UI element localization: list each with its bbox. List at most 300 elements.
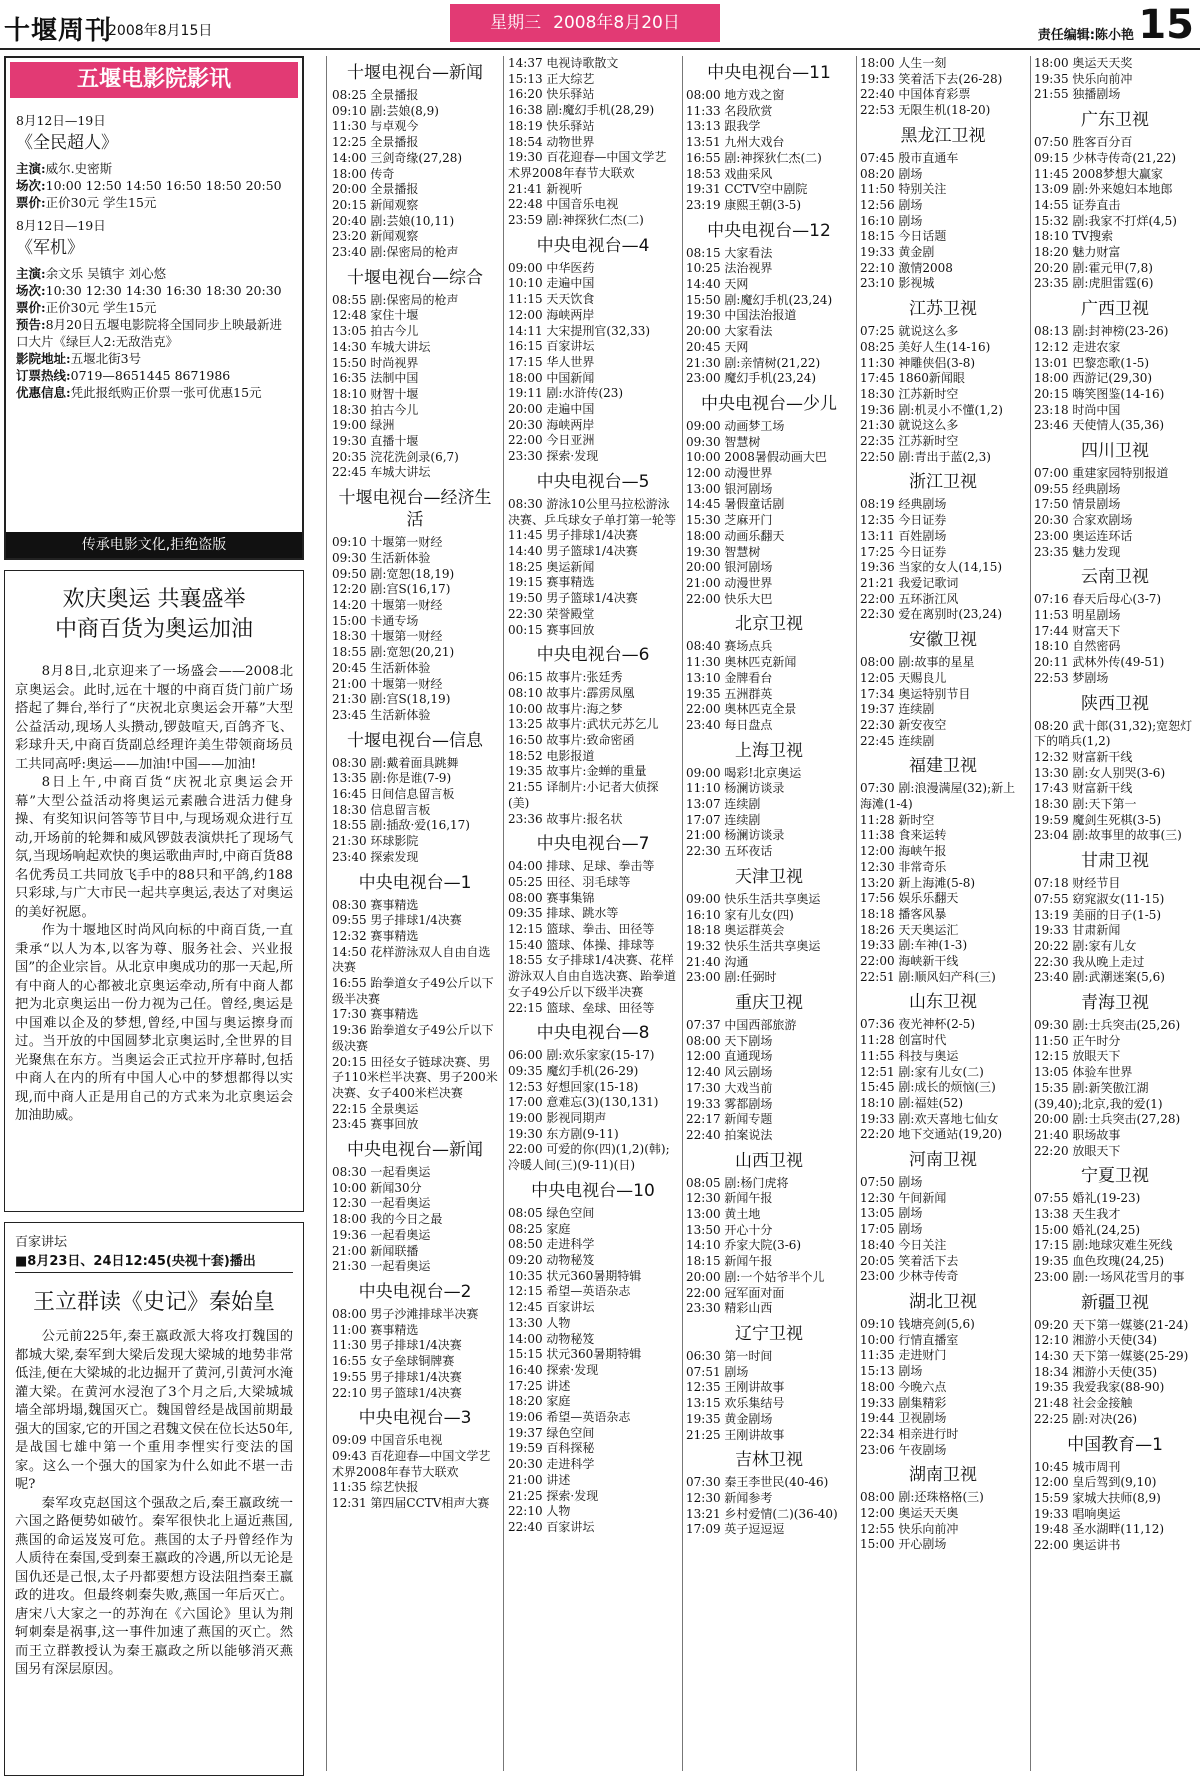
program-item: 09:55 经典剧场 <box>1034 481 1121 496</box>
program-item: 12:12 走进农家 <box>1034 339 1121 354</box>
program-item: 10:45 城市周刊 <box>1034 1459 1121 1474</box>
listing-value: 10:00 12:50 14:50 16:50 18:50 20:50 <box>45 178 282 193</box>
program-item: 19:30 中国法治报道 <box>686 308 797 323</box>
program-item: 08:05 剧:杨门虎将 <box>686 1175 789 1190</box>
program-item: 19:36 当家的女人(14,15) <box>860 560 1003 575</box>
program-item: 08:25 美好人生(14-16) <box>860 339 991 354</box>
page-header <box>0 0 1200 50</box>
column-divider <box>326 56 327 1771</box>
channel-heading: 河南卫视 <box>909 1150 977 1171</box>
program-item: 20:45 天网 <box>686 339 749 354</box>
program-item: 15:35 剧:新笑傲江湖(39,40);北京,我的爱(1) <box>1034 1080 1163 1111</box>
program-item: 21:00 杨澜访谈录 <box>686 828 785 843</box>
program-item: 11:30 奥林匹克新闻 <box>686 655 797 670</box>
channel-heading: 上海卫视 <box>735 740 803 761</box>
program-item: 23:36 故事片:报名状 <box>508 811 623 826</box>
listing-line <box>16 350 292 367</box>
program-item: 14:55 证券直击 <box>1034 197 1121 212</box>
channel-heading: 十堰电视台—新闻 <box>347 63 483 83</box>
program-item: 22:35 江苏新时空 <box>860 434 959 449</box>
program-item: 19:37 连续剧 <box>860 702 935 717</box>
program-item: 23:30 探索·发现 <box>508 449 599 464</box>
program-item: 17:30 大戏当前 <box>686 1080 773 1095</box>
channel-heading: 湖北卫视 <box>909 1292 977 1312</box>
program-item: 22:00 冠军面对面 <box>686 1285 785 1300</box>
program-item: 12:40 风云剧场 <box>686 1065 773 1080</box>
program-item: 13:05 剧场 <box>860 1206 923 1221</box>
program-item: 15:40 篮球、体操、排球等 <box>508 937 655 952</box>
program-item: 19:44 卫视剧场 <box>860 1411 947 1426</box>
program-item: 19:35 快乐向前冲 <box>1034 71 1133 86</box>
program-item: 22:00 可爱的你(四)(1,2)(韩);冷暖人间(三)(9-11)(日) <box>508 1142 670 1173</box>
channel-heading: 北京卫视 <box>735 614 803 635</box>
program-item: 19:33 剧:车神(1-3) <box>860 938 968 953</box>
program-item: 12:53 好想回家(15-18) <box>508 1079 639 1094</box>
program-item: 22:40 拍案说法 <box>686 1127 773 1142</box>
listing-line <box>16 160 292 177</box>
program-item: 22:00 五环浙江风 <box>860 591 959 606</box>
program-item: 12:30 新闻午报 <box>686 1191 773 1206</box>
program-item: 09:20 动物秘笈 <box>508 1253 595 1267</box>
program-item: 20:15 田径女子链球决赛、男子110米栏半决赛、男子200米决赛、女子400米栏决赛 <box>332 1054 498 1100</box>
program-item: 09:35 魔幻手机(26-29) <box>508 1063 639 1078</box>
editor-credit: 责任编辑:陈小艳 <box>1037 28 1134 43</box>
listing-value: 凭此报纸购正价票一张可优惠15元 <box>70 385 262 400</box>
listing-label: 票价: <box>16 195 46 210</box>
program-item: 21:55 独播剧场 <box>1034 87 1121 102</box>
column-divider <box>503 56 504 1771</box>
tv-column-5 <box>1034 56 1196 1554</box>
program-item: 12:56 剧场 <box>860 197 923 212</box>
program-item: 08:00 剧:故事的星星 <box>860 655 975 670</box>
program-item: 19:35 故事片:金蝉的重量 <box>508 764 647 779</box>
channel-heading: 山东卫视 <box>909 992 977 1013</box>
channel-heading: 中央电视台—1 <box>358 872 472 893</box>
channel-heading: 中央电视台—7 <box>536 834 650 855</box>
listing-value: 0719—8651445 8671986 <box>70 368 231 383</box>
program-item: 18:10 财智十堰 <box>332 386 419 401</box>
article-paragraph: 8月8日,北京迎来了一场盛会——2008北京奥运会。此时,远在十堰的中商百货门前广场搭起了舞台,举行了“庆祝北京奥运会开幕”大型公益活动,现场人头攒动,锣鼓喧天,百鸽齐飞、彩球升天,中商百货副总经理许美生带领商场员工共同高呼:奥运——加油!中国——加油! <box>15 664 293 772</box>
program-item: 15:32 剧:我家不打烊(4,5) <box>1034 213 1177 228</box>
program-item: 22:17 新闻专题 <box>686 1112 773 1127</box>
program-item: 18:18 播客风暴 <box>860 906 947 921</box>
movie-title: 《军机》 <box>16 238 84 258</box>
program-item: 16:55 跆拳道女子49公斤以下级半决赛 <box>332 976 494 1006</box>
program-item: 14:11 大宋提刑官(32,33) <box>508 323 651 338</box>
program-item: 14:40 天网 <box>686 277 749 292</box>
program-item: 19:33 剧集精彩 <box>860 1395 947 1410</box>
program-item: 09:00 喝彩!北京奥运 <box>686 765 802 780</box>
program-item: 12:51 剧:家有儿女(二) <box>860 1064 984 1079</box>
program-item: 09:20 天下第一媒婆(21-24) <box>1034 1317 1189 1332</box>
listing-value: 余文乐 吴镇宇 刘心悠 <box>45 266 167 281</box>
program-item: 07:51 剧场 <box>686 1364 749 1379</box>
program-item: 21:21 我爱记歌词 <box>860 575 959 590</box>
program-item: 17:09 英子逗逗逗 <box>686 1522 785 1537</box>
program-item: 11:38 食来运转 <box>860 828 947 843</box>
program-item: 12:32 财富新干线 <box>1034 749 1133 764</box>
channel-heading: 中央电视台—12 <box>707 220 831 241</box>
article-paragraph: 8日上午,中商百货“庆祝北京奥运会开幕”大型公益活动将奥运元素融合进活力健身操、有奖知识问答等节目中,与现场观众进行互动,开场前的轮舞和威风锣鼓表演烘托了现场气氛,当现场响起欢快的奥运歌曲声时,中商百货88名优秀员工共同放飞手中的88只和平鸽,约188只彩球,与广大市民一起共享奥运,表达了对奥运的美好祝愿。 <box>15 775 294 920</box>
program-item: 21:30 一起看奥运 <box>332 1259 431 1274</box>
program-item: 13:13 跟我学 <box>686 119 761 134</box>
program-item: 18:00 今晚六点 <box>860 1379 947 1394</box>
program-item: 08:05 绿色空间 <box>508 1205 595 1220</box>
tv-column-1 <box>332 56 498 1512</box>
program-item: 21:30 环球影院 <box>332 834 419 849</box>
program-item: 19:55 男子排球1/4决赛 <box>332 1369 462 1384</box>
program-item: 18:55 女子排球1/4决赛、花样游泳双人自由自选决赛、跆拳道女子49公斤以下级半决赛 <box>508 953 677 999</box>
program-item: 05:25 田径、羽毛球等 <box>508 874 631 889</box>
program-item: 23:40 每日盘点 <box>686 717 773 732</box>
program-item: 07:55 窈窕淑女(11-15) <box>1034 891 1165 906</box>
program-item: 19:36 一起看奥运 <box>332 1227 431 1242</box>
program-item: 21:00 新闻联播 <box>332 1243 419 1258</box>
program-item: 07:37 中国西部旅游 <box>686 1018 797 1033</box>
program-item: 18:10 剧:福娃(52) <box>860 1095 964 1110</box>
program-item: 17:07 连续剧 <box>686 812 761 827</box>
listing-value: 正价30元 学生15元 <box>45 195 157 210</box>
listing-line <box>16 282 292 299</box>
program-item: 18:18 奥运群英会 <box>686 923 785 938</box>
program-item: 18:00 人生一刻 <box>860 56 947 70</box>
program-item: 21:30 就说这么多 <box>860 418 959 433</box>
program-item: 13:05 体验车世界 <box>1034 1065 1133 1080</box>
channel-heading: 宁夏卫视 <box>1081 1166 1149 1187</box>
program-item: 16:20 快乐驿站 <box>508 87 595 102</box>
program-item: 15:30 芝麻开门 <box>686 513 773 528</box>
program-item: 18:30 信息留言板 <box>332 802 431 817</box>
channel-heading: 中央电视台—少儿 <box>701 393 837 414</box>
program-item: 14:37 电视诗歌散文 <box>508 56 619 70</box>
channel-heading: 广西卫视 <box>1081 299 1149 320</box>
program-item: 07:00 重建家园特别报道 <box>1034 466 1169 481</box>
program-item: 21:41 新视听 <box>508 181 583 196</box>
program-item: 18:00 西游记(29,30) <box>1034 371 1153 386</box>
channel-heading: 十堰电视台—信息 <box>347 730 483 751</box>
article-paragraph: 作为十堰地区时尚风向标的中商百货,一直秉承“以人为本,以客为尊、服务社会、兴业报国”的企业宗旨。从北京申奥成功的那一天起,所有中商人的心都被北京奥运牵动,所有中商人都把为北京奥运出一份力视为己任。曾经,奥运是中国难以企及的梦想,曾经,中国与奥运擦身而过。当开放的中国圆梦北京奥运时,全世界的目光聚焦在东方。当奥运会正式拉开序幕时,包括中商人在内的所有中国人心中的梦想都得以实现,而中商人正是用自己的方式来为北京奥运会加油助威。 <box>15 923 293 1123</box>
program-item: 19:48 圣水湖畔(11,12) <box>1034 1522 1165 1537</box>
program-item: 23:20 新闻观察 <box>332 229 419 244</box>
listing-line <box>16 316 292 350</box>
program-item: 12:15 篮球、拳击、田径等 <box>508 922 655 937</box>
program-item: 18:15 今日话题 <box>860 229 947 244</box>
program-item: 09:10 十堰第一财经 <box>332 535 443 550</box>
channel-heading: 广东卫视 <box>1081 110 1149 131</box>
headline-line-2: 中商百货为奥运加油 <box>54 617 253 642</box>
program-item: 12:00 动漫世界 <box>686 466 773 481</box>
program-item: 08:10 故事片:霹雳凤凰 <box>508 685 635 700</box>
program-item: 09:15 少林寺传奇(21,22) <box>1034 150 1177 165</box>
program-item: 17:15 剧:地球灾难生死线 <box>1034 1238 1173 1253</box>
channel-heading: 湖南卫视 <box>909 1465 977 1486</box>
weekday: 星期三 <box>490 13 542 33</box>
program-item: 12:00 奥运天天奥 <box>860 1506 959 1521</box>
program-item: 22:15 篮球、垒球、田径等 <box>508 1000 655 1015</box>
program-item: 14:00 动物秘笈 <box>508 1331 595 1346</box>
channel-heading: 重庆卫视 <box>735 993 803 1014</box>
program-item: 16:10 家有儿女(四) <box>686 907 794 922</box>
program-item: 06:30 第一时间 <box>686 1349 773 1363</box>
program-item: 13:30 人物 <box>508 1315 571 1330</box>
program-item: 13:09 剧:外来媳妇本地郎 <box>1034 182 1173 197</box>
program-item: 11:35 走进财门 <box>860 1348 947 1363</box>
program-item: 19:30 智慧树 <box>686 544 761 559</box>
listing-value: 10:30 12:30 14:30 16:30 18:30 20:30 <box>45 283 282 298</box>
program-item: 19:30 百花迎春—中国文学艺术界2008年春节大联欢 <box>508 150 667 180</box>
channel-heading: 中央电视台—11 <box>707 63 831 83</box>
program-item: 23:00 魔幻手机(23,24) <box>686 371 817 386</box>
program-item: 19:59 魔剑生死棋(3-5) <box>1034 812 1162 827</box>
column-divider <box>1030 56 1031 1771</box>
program-item: 12:15 放眼天下 <box>1034 1049 1121 1064</box>
program-item: 13:30 剧:女人别哭(3-6) <box>1034 765 1166 780</box>
program-item: 19:33 黄金剧 <box>860 245 935 260</box>
program-item: 08:30 剧:戴着面具跳舞 <box>332 755 459 770</box>
program-item: 08:00 剧:还珠格格(三) <box>860 1490 984 1505</box>
listing-label: 主演: <box>16 161 46 176</box>
program-item: 19:15 赛事精选 <box>508 575 595 590</box>
program-item: 22:40 百家讲坛 <box>508 1519 595 1534</box>
program-item: 16:45 日间信息留言板 <box>332 787 455 802</box>
program-item: 13:38 天生我才 <box>1034 1207 1121 1222</box>
program-item: 19:36 跆拳道女子49公斤以下级决赛 <box>332 1023 494 1053</box>
program-item: 11:10 杨澜访谈录 <box>686 781 785 796</box>
program-item: 12:00 皇后驾到(9,10) <box>1034 1475 1157 1490</box>
program-item: 20:00 剧:一个姑爷半个儿 <box>686 1269 825 1284</box>
program-item: 15:00 卡通专场 <box>332 613 419 628</box>
program-item: 12:30 一起看奥运 <box>332 1196 431 1211</box>
program-item: 19:11 剧:水浒传(23) <box>508 386 624 401</box>
channel-heading: 中央电视台—10 <box>531 1180 655 1201</box>
program-item: 19:50 男子篮球1/4决赛 <box>508 591 638 606</box>
program-item: 11:35 综艺快报 <box>332 1480 419 1495</box>
program-item: 18:54 动物世界 <box>508 134 595 149</box>
program-item: 07:50 胜客百分百 <box>1034 135 1133 150</box>
program-item: 18:00 我的今日之最 <box>332 1212 443 1227</box>
program-item: 19:06 希望—英语杂志 <box>508 1410 631 1425</box>
program-item: 11:30 男子排球1/4决赛 <box>332 1338 462 1353</box>
program-item: 07:30 剧:浪漫满屋(32);新上海滩(1-4) <box>860 781 1016 812</box>
program-item: 08:25 家庭 <box>508 1221 571 1236</box>
program-item: 08:30 赛事精选 <box>332 897 419 912</box>
program-item: 18:30 十堰第一财经 <box>332 629 443 644</box>
program-item: 23:40 探索发现 <box>332 849 419 864</box>
program-item: 15:59 家城大扶师(8,9) <box>1034 1490 1161 1505</box>
program-item: 07:16 春天后母心(3-7) <box>1034 592 1162 607</box>
program-item: 21:25 王刚讲故事 <box>686 1427 785 1442</box>
channel-heading: 安徽卫视 <box>909 630 977 651</box>
program-item: 23:19 康熙王朝(3-5) <box>686 197 802 212</box>
program-item: 23:40 剧:武潮迷案(5,6) <box>1034 970 1165 985</box>
channel-heading: 辽宁卫视 <box>735 1324 803 1344</box>
program-item: 13:07 连续剧 <box>686 797 761 812</box>
program-item: 22:48 中国音乐电视 <box>508 197 619 212</box>
program-item: 09:09 中国音乐电视 <box>332 1433 443 1448</box>
channel-heading: 中央电视台—8 <box>536 1023 650 1044</box>
program-item: 13:01 巴黎恋歌(1-5) <box>1034 355 1150 370</box>
program-item: 14:30 天下第一媒婆(25-29) <box>1034 1349 1189 1363</box>
program-item: 21:00 讲述 <box>508 1472 571 1487</box>
cinema-title: 五堰电影院影讯 <box>10 62 298 98</box>
program-item: 08:20 武十郎(31,32);宽恕灯下的哨兵(1,2) <box>1034 718 1193 749</box>
program-item: 18:20 魅力财富 <box>1034 245 1121 260</box>
program-item: 12:30 非常奇乐 <box>860 859 947 874</box>
program-item: 21:40 沟通 <box>686 954 749 969</box>
program-item: 12:35 今日证券 <box>860 513 947 528</box>
program-item: 06:15 故事片:张廷秀 <box>508 670 623 685</box>
program-item: 14:10 乔家大院(3-6) <box>686 1238 802 1253</box>
program-item: 12:35 王刚讲故事 <box>686 1380 785 1395</box>
program-item: 16:15 百家讲坛 <box>508 339 595 354</box>
program-item: 18:40 今日关注 <box>860 1237 947 1252</box>
program-item: 18:00 动画乐翻天 <box>686 528 785 543</box>
program-item: 07:36 夜光神杯(2-5) <box>860 1017 976 1032</box>
program-item: 11:15 天天饮食 <box>508 292 595 307</box>
program-item: 12:00 海峡午报 <box>860 844 947 859</box>
program-item: 10:00 新闻30分 <box>332 1180 422 1195</box>
program-item: 09:50 剧:宽恕(18,19) <box>332 566 455 581</box>
program-item: 16:38 剧:魔幻手机(28,29) <box>508 103 655 118</box>
channel-heading: 吉林卫视 <box>735 1450 803 1471</box>
program-item: 19:36 剧:机灵小不懂(1,2) <box>860 402 1003 417</box>
program-item: 07:18 财经节目 <box>1034 876 1121 891</box>
listing-label: 影院地址: <box>16 351 71 366</box>
program-item: 10:35 状元360暑期特辑 <box>508 1268 642 1283</box>
headline-line-1: 欢庆奥运 共襄盛举 <box>62 587 246 612</box>
program-item: 21:30 剧:亲情树(21,22) <box>686 355 821 370</box>
program-item: 11:30 神雕侠侣(3-8) <box>860 355 976 370</box>
program-item: 17:25 讲述 <box>508 1378 571 1393</box>
listing-label: 订票热线: <box>16 368 71 383</box>
program-item: 08:13 剧:封神榜(23-26) <box>1034 324 1169 339</box>
program-item: 18:55 剧:宽恕(20,21) <box>332 645 455 660</box>
article-body <box>15 663 293 1126</box>
program-item: 23:00 少林寺传奇 <box>860 1269 959 1284</box>
program-item: 19:33 唱响奥运 <box>1034 1506 1121 1521</box>
channel-heading: 福建卫视 <box>909 756 977 777</box>
channel-heading: 山西卫视 <box>735 1150 803 1171</box>
program-item: 15:13 正大综艺 <box>508 71 595 86</box>
program-item: 09:10 钱塘亮剑(5,6) <box>860 1317 975 1331</box>
program-item: 09:43 百花迎春—中国文学艺术界2008年春节大联欢 <box>332 1448 491 1479</box>
program-item: 09:30 智慧树 <box>686 434 761 449</box>
listing-label: 预告: <box>16 317 46 332</box>
channel-heading: 四川卫视 <box>1081 441 1149 462</box>
program-item: 12:31 第四届CCTV相声大赛 <box>332 1496 490 1511</box>
program-item: 18:00 奥运天天奖 <box>1034 56 1133 70</box>
program-item: 22:30 我从晚上走过 <box>1034 954 1145 969</box>
program-item: 23:40 剧:保密局的枪声 <box>332 245 459 260</box>
listing-label: 场次: <box>16 178 46 193</box>
program-item: 11:00 赛事精选 <box>332 1322 419 1337</box>
program-item: 08:30 游泳10公里马拉松游泳决赛、乒乓球女子单打第一轮等 <box>508 496 677 527</box>
listing-value: 正价30元 学生15元 <box>45 300 157 315</box>
program-item: 13:15 欢乐集结号 <box>686 1396 785 1411</box>
program-item: 20:30 合家欢剧场 <box>1034 513 1133 528</box>
channel-heading: 中国教育—1 <box>1067 1434 1163 1455</box>
program-item: 09:55 男子排球1/4决赛 <box>332 913 462 928</box>
program-item: 22:10 人物 <box>508 1504 571 1519</box>
program-item: 13:05 拍古今儿 <box>332 324 419 339</box>
channel-heading: 中央电视台—4 <box>536 235 650 256</box>
channel-heading: 中央电视台—新闻 <box>347 1140 483 1161</box>
program-item: 12:10 湘游小天使(34) <box>1034 1333 1158 1348</box>
program-item: 15:00 婚礼(24,25) <box>1034 1222 1141 1237</box>
channel-heading: 十堰电视台—综合 <box>347 267 483 288</box>
program-item: 23:00 剧:一场风花雪月的事 <box>1034 1269 1185 1284</box>
listing-value: 8月12日—19日 <box>16 218 106 233</box>
program-item: 08:15 大家看法 <box>686 245 773 260</box>
program-item: 08:00 赛事集锦 <box>508 890 595 905</box>
program-item: 23:04 剧:故事里的故事(三) <box>1034 828 1182 843</box>
program-item: 08:40 赛场点兵 <box>686 639 773 654</box>
channel-heading: 十堰电视台—经济生活 <box>338 488 492 531</box>
run-dates <box>16 217 292 234</box>
run-dates <box>16 112 292 129</box>
program-item: 11:53 明星剧场 <box>1034 607 1121 622</box>
program-item: 20:00 大家看法 <box>686 324 773 339</box>
program-item: 11:30 与卓观今 <box>332 119 419 134</box>
listing-label: 优惠信息: <box>16 385 71 400</box>
channel-heading: 浙江卫视 <box>909 472 977 493</box>
program-item: 12:30 新闻参考 <box>686 1490 773 1505</box>
program-item: 19:35 黄金剧场 <box>686 1411 773 1426</box>
program-item: 22:00 海峡新干线 <box>860 954 959 969</box>
channel-heading: 中央电视台—3 <box>358 1408 472 1429</box>
program-item: 14:40 男子篮球1/4决赛 <box>508 543 638 558</box>
program-item: 15:50 时尚视界 <box>332 355 419 370</box>
program-item: 04:00 排球、足球、拳击等 <box>508 859 655 874</box>
program-item: 20:30 走进科学 <box>508 1457 595 1472</box>
program-item: 18:30 江苏新时空 <box>860 386 959 401</box>
program-item: 22:00 奥运讲书 <box>1034 1538 1121 1553</box>
channel-heading: 中央电视台—5 <box>536 471 650 492</box>
program-item: 20:05 笑着活下去 <box>860 1253 959 1268</box>
program-item: 11:50 特别关注 <box>860 182 947 197</box>
program-item: 20:40 剧:芸娘(10,11) <box>332 213 455 228</box>
listing-line <box>16 367 292 384</box>
program-item: 20:00 银河剧场 <box>686 560 773 575</box>
program-item: 09:35 排球、跳水等 <box>508 906 619 921</box>
program-item: 08:19 经典剧场 <box>860 497 947 512</box>
program-item: 16:55 剧:神探狄仁杰(二) <box>686 150 822 165</box>
program-item: 17:45 1860新闻眼 <box>860 371 965 386</box>
program-item: 19:00 影视同期声 <box>508 1111 607 1126</box>
program-item: 09:00 中华医药 <box>508 260 595 275</box>
program-item: 23:18 时尚中国 <box>1034 402 1121 417</box>
program-item: 18:10 TV搜索 <box>1034 229 1114 244</box>
channel-heading: 黑龙江卫视 <box>900 125 986 146</box>
program-item: 18:15 新闻午报 <box>686 1254 773 1269</box>
program-item: 09:00 动画梦工场 <box>686 418 785 433</box>
program-item: 17:30 赛事精选 <box>332 1007 419 1022</box>
program-item: 00:15 赛事回放 <box>508 622 595 637</box>
program-item: 23:59 剧:神探狄仁杰(二) <box>508 213 644 228</box>
program-item: 22:30 荣誉殿堂 <box>508 606 595 621</box>
program-item: 13:51 九州大戏台 <box>686 135 785 150</box>
listing-value: 8月20日五堰电影院将全国同步上映最新进口大片《绿巨人2:无敌浩克》 <box>16 317 282 349</box>
program-item: 15:45 剧:成长的烦恼(三) <box>860 1080 996 1095</box>
program-item: 21:55 译制片:小记者大侦探(美) <box>508 780 659 810</box>
banner-date: 2008年8月20日 <box>553 13 680 33</box>
program-item: 15:15 状元360暑期特辑 <box>508 1347 642 1362</box>
left-column <box>4 56 304 1776</box>
channel-heading: 中央电视台—6 <box>536 645 650 666</box>
program-item: 22:53 梦剧场 <box>1034 670 1109 685</box>
program-item: 23:45 生活新体验 <box>332 707 431 722</box>
program-item: 20:15 新闻观察 <box>332 197 419 212</box>
